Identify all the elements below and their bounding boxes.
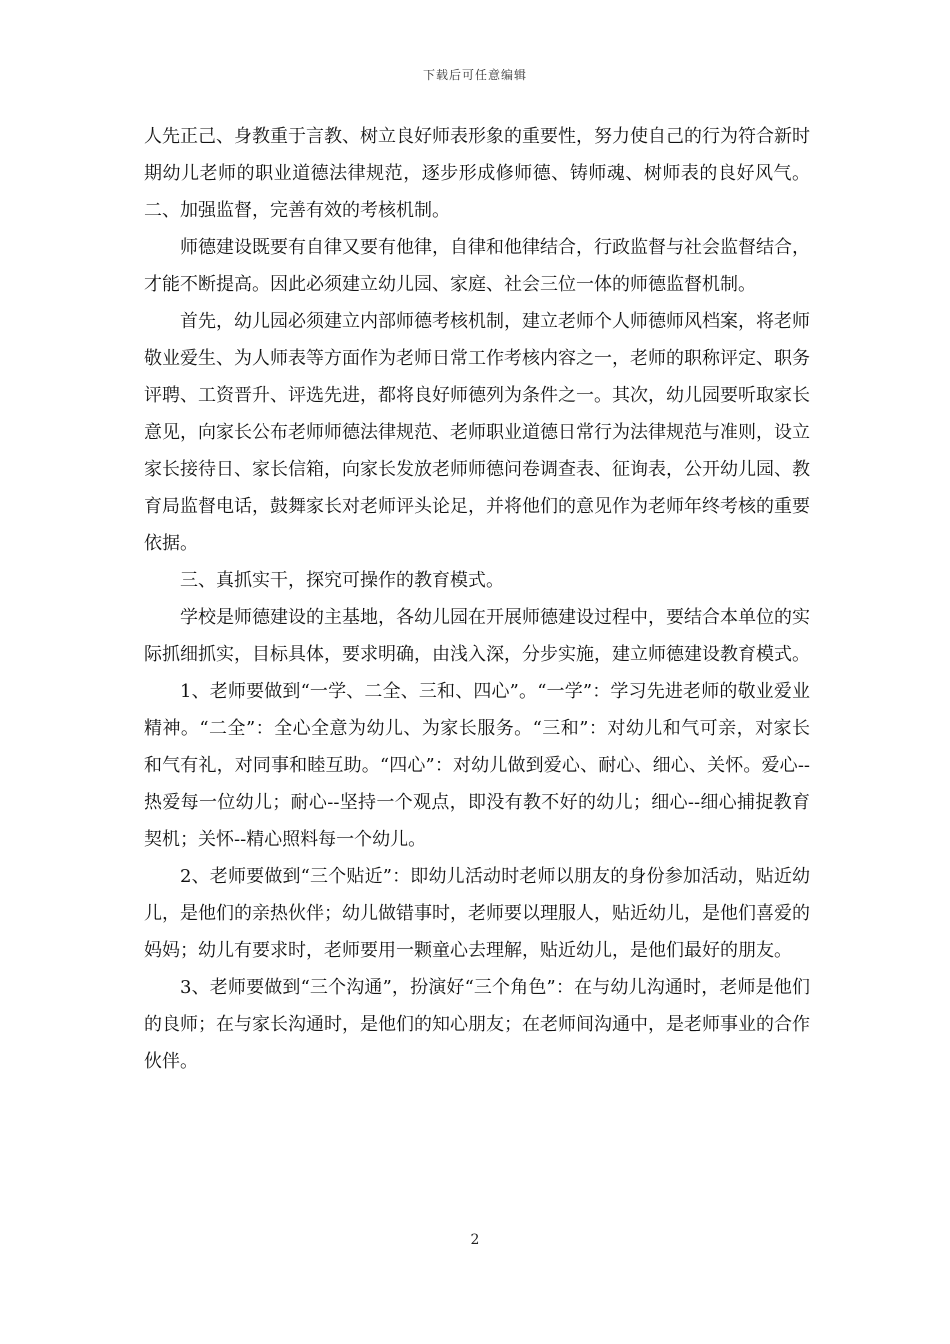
list-item-2: 2、老师要做到“三个贴近”：即幼儿活动时老师以朋友的身份参加活动，贴近幼儿，是他们的亲热伙伴；幼儿做错事时，老师要以理服人，贴近幼儿，是他们喜爱的妈妈；幼儿有要求时，老师要用一颗童心去理解，贴近幼儿，是他们最好的朋友。 (144, 866, 810, 961)
paragraph-2: 师德建设既要有自律又要有他律，自律和他律结合，行政监督与社会监督结合，才能不断提高。因此必须建立幼儿园、家庭、社会三位一体的师德监督机制。 (144, 237, 810, 295)
page-header: 下载后可任意编辑 (422, 68, 527, 82)
document-body (144, 118, 810, 1080)
paragraph-1: 人先正己、身教重于言教、树立良好师表形象的重要性，努力使自己的行为符合新时期幼儿老师的职业道德法律规范，逐步形成修师德、铸师魂、树师表的良好风气。二、加强监督，完善有效的考核机制。 (144, 126, 810, 221)
page-number: 2 (470, 1232, 480, 1248)
section-heading-3: 三、真抓实干，探究可操作的教育模式。 (180, 570, 504, 591)
paragraph-3: 首先，幼儿园必须建立内部师德考核机制，建立老师个人师德师风档案，将老师敬业爱生、为人师表等方面作为老师日常工作考核内容之一，老师的职称评定、职务评聘、工资晋升、评选先进，都将良好师德列为条件之一。其次，幼儿园要听取家长意见，向家长公布老师师德法律规范、老师职业道德日常行为法律规范与准则，设立家长接待日、家长信箱，向家长发放老师师德问卷调查表、征询表，公开幼儿园、教育局监督电话，鼓舞家长对老师评头论足，并将他们的意见作为老师年终考核的重要依据。 (144, 311, 810, 554)
list-item-1: 1、老师要做到“一学、二全、三和、四心”。“一学”：学习先进老师的敬业爱业精神。“二全”：全心全意为幼儿、为家长服务。“三和”：对幼儿和气可亲，对家长和气有礼，对同事和睦互助。“四心”：对幼儿做到爱心、耐心、细心、关怀。爱心--热爱每一位幼儿；耐心--坚持一个观点，即没有教不好的幼儿；细心--细心捕捉教育契机；关怀--精心照料每一个幼儿。 (144, 681, 810, 850)
list-item-3: 3、老师要做到“三个沟通”，扮演好“三个角色”：在与幼儿沟通时，老师是他们的良师；在与家长沟通时，是他们的知心朋友；在老师间沟通中，是老师事业的合作伙伴。 (144, 977, 810, 1072)
paragraph-5: 学校是师德建设的主基地，各幼儿园在开展师德建设过程中，要结合本单位的实际抓细抓实，目标具体，要求明确，由浅入深，分步实施，建立师德建设教育模式。 (144, 607, 810, 665)
